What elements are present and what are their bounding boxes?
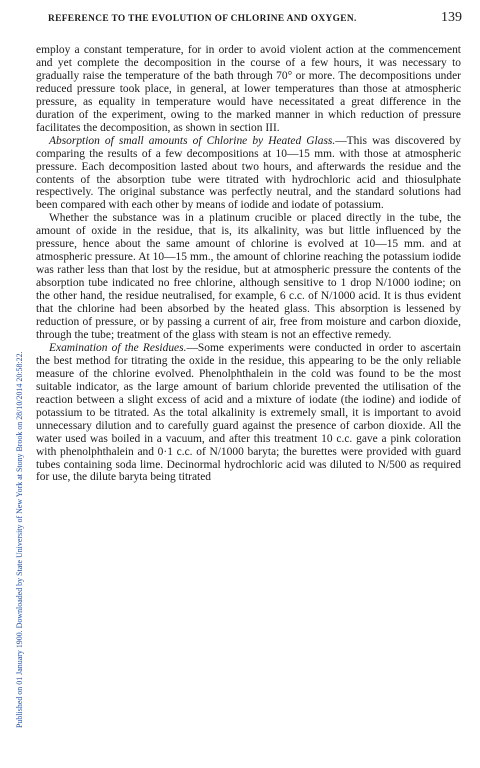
article-body xyxy=(36,44,461,484)
section-heading: Absorption of small amounts of Chlorine by Heated Glass. xyxy=(49,134,336,147)
paragraph xyxy=(36,44,461,135)
download-notice-text: Published on 01 January 1900. Downloaded by State University of New York at Stony Brook on 28/10/2014 20:58:22. xyxy=(15,351,24,728)
paragraph-text: —Some experiments were conducted in order to ascertain the best method for titrating the oxide in the residue, this appearing to be the only reliable measure of the chlorine evolved. Phenolphthalein in the cold was found to be the most suitable indicator, as the large amount of barium chloride prevented the utilisation of the reaction between a slight excess of acid and a mixture of iodate (the iodine) and iodide of potassium to be titrated. As the total alkalinity is extremely small, it is important to avoid unnecessary dilution and to carefully guard against the presence of carbon dioxide. All the water used was boiled in a vacuum, and after this treatment 10 c.c. gave a pink coloration with phenolphthalein and 0·1 c.c. of N/1000 baryta; the burettes were provided with guard tubes containing soda lime. Decinormal hydrochloric acid was diluted to N/500 as required for use, the dilute baryta being titrated xyxy=(36,341,461,484)
page-number: 139 xyxy=(441,10,462,25)
paragraph-text: Whether the substance was in a platinum crucible or placed directly in the tube, the amount of oxide in the residue, that is, its alkalinity, was but little influenced by the pressure, hence about the same amount of chlorine is evolved at 10—15 mm. and at atmospheric pressure. At 10—15 mm., the amount of chlorine reaching the potassium iodide was rather less than that lost by the residue, but at atmospheric pressure the contents of the absorption tube indicated no free chlorine, although sensitive to 1 drop N/1000 iodine; on the other hand, the residue neutralised, for example, 6 c.c. of N/1000 acid. It is thus evident that the chlorine had been absorbed by the heated glass. This absorption is lessened by reduction of pressure, or by passing a current of air, free from moisture and carbon dioxide, through the tube; treatment of the glass with steam is not an effective remedy. xyxy=(36,212,461,341)
section-heading: Examination of the Residues. xyxy=(49,341,187,354)
download-notice xyxy=(4,8,24,736)
running-title: REFERENCE TO THE EVOLUTION OF CHLORINE AND OXYGEN. xyxy=(48,14,357,24)
paragraph xyxy=(36,342,461,484)
paragraph-text: —This was discovered by comparing the results of a few decompositions at 10—15 mm. with those at atmospheric pressure. Each decomposition lasted about two hours, and afterwards the residue and the contents of the absorption tube were titrated with hydrochloric acid and thiosulphate respectively. The original substance was perfectly neutral, and the standard solutions had been compared with each other by means of iodide and iodate of potassium. xyxy=(36,134,461,212)
paragraph xyxy=(36,135,461,213)
paragraph-text: employ a constant temperature, for in order to avoid violent action at the commencement and yet complete the decomposition in the course of a few hours, it was necessary to gradually raise the temperature of the bath through 70° or more. The decompositions under reduced pressure took place, in general, at lower temperatures than those at atmospheric pressure, as equality in temperature would have necessitated a great difference in the duration of the experiment, owing to the marked manner in which reduction of pressure facilitates the decomposition, as shown in section III. xyxy=(36,44,461,134)
page-header xyxy=(36,10,462,32)
paragraph xyxy=(36,212,461,342)
